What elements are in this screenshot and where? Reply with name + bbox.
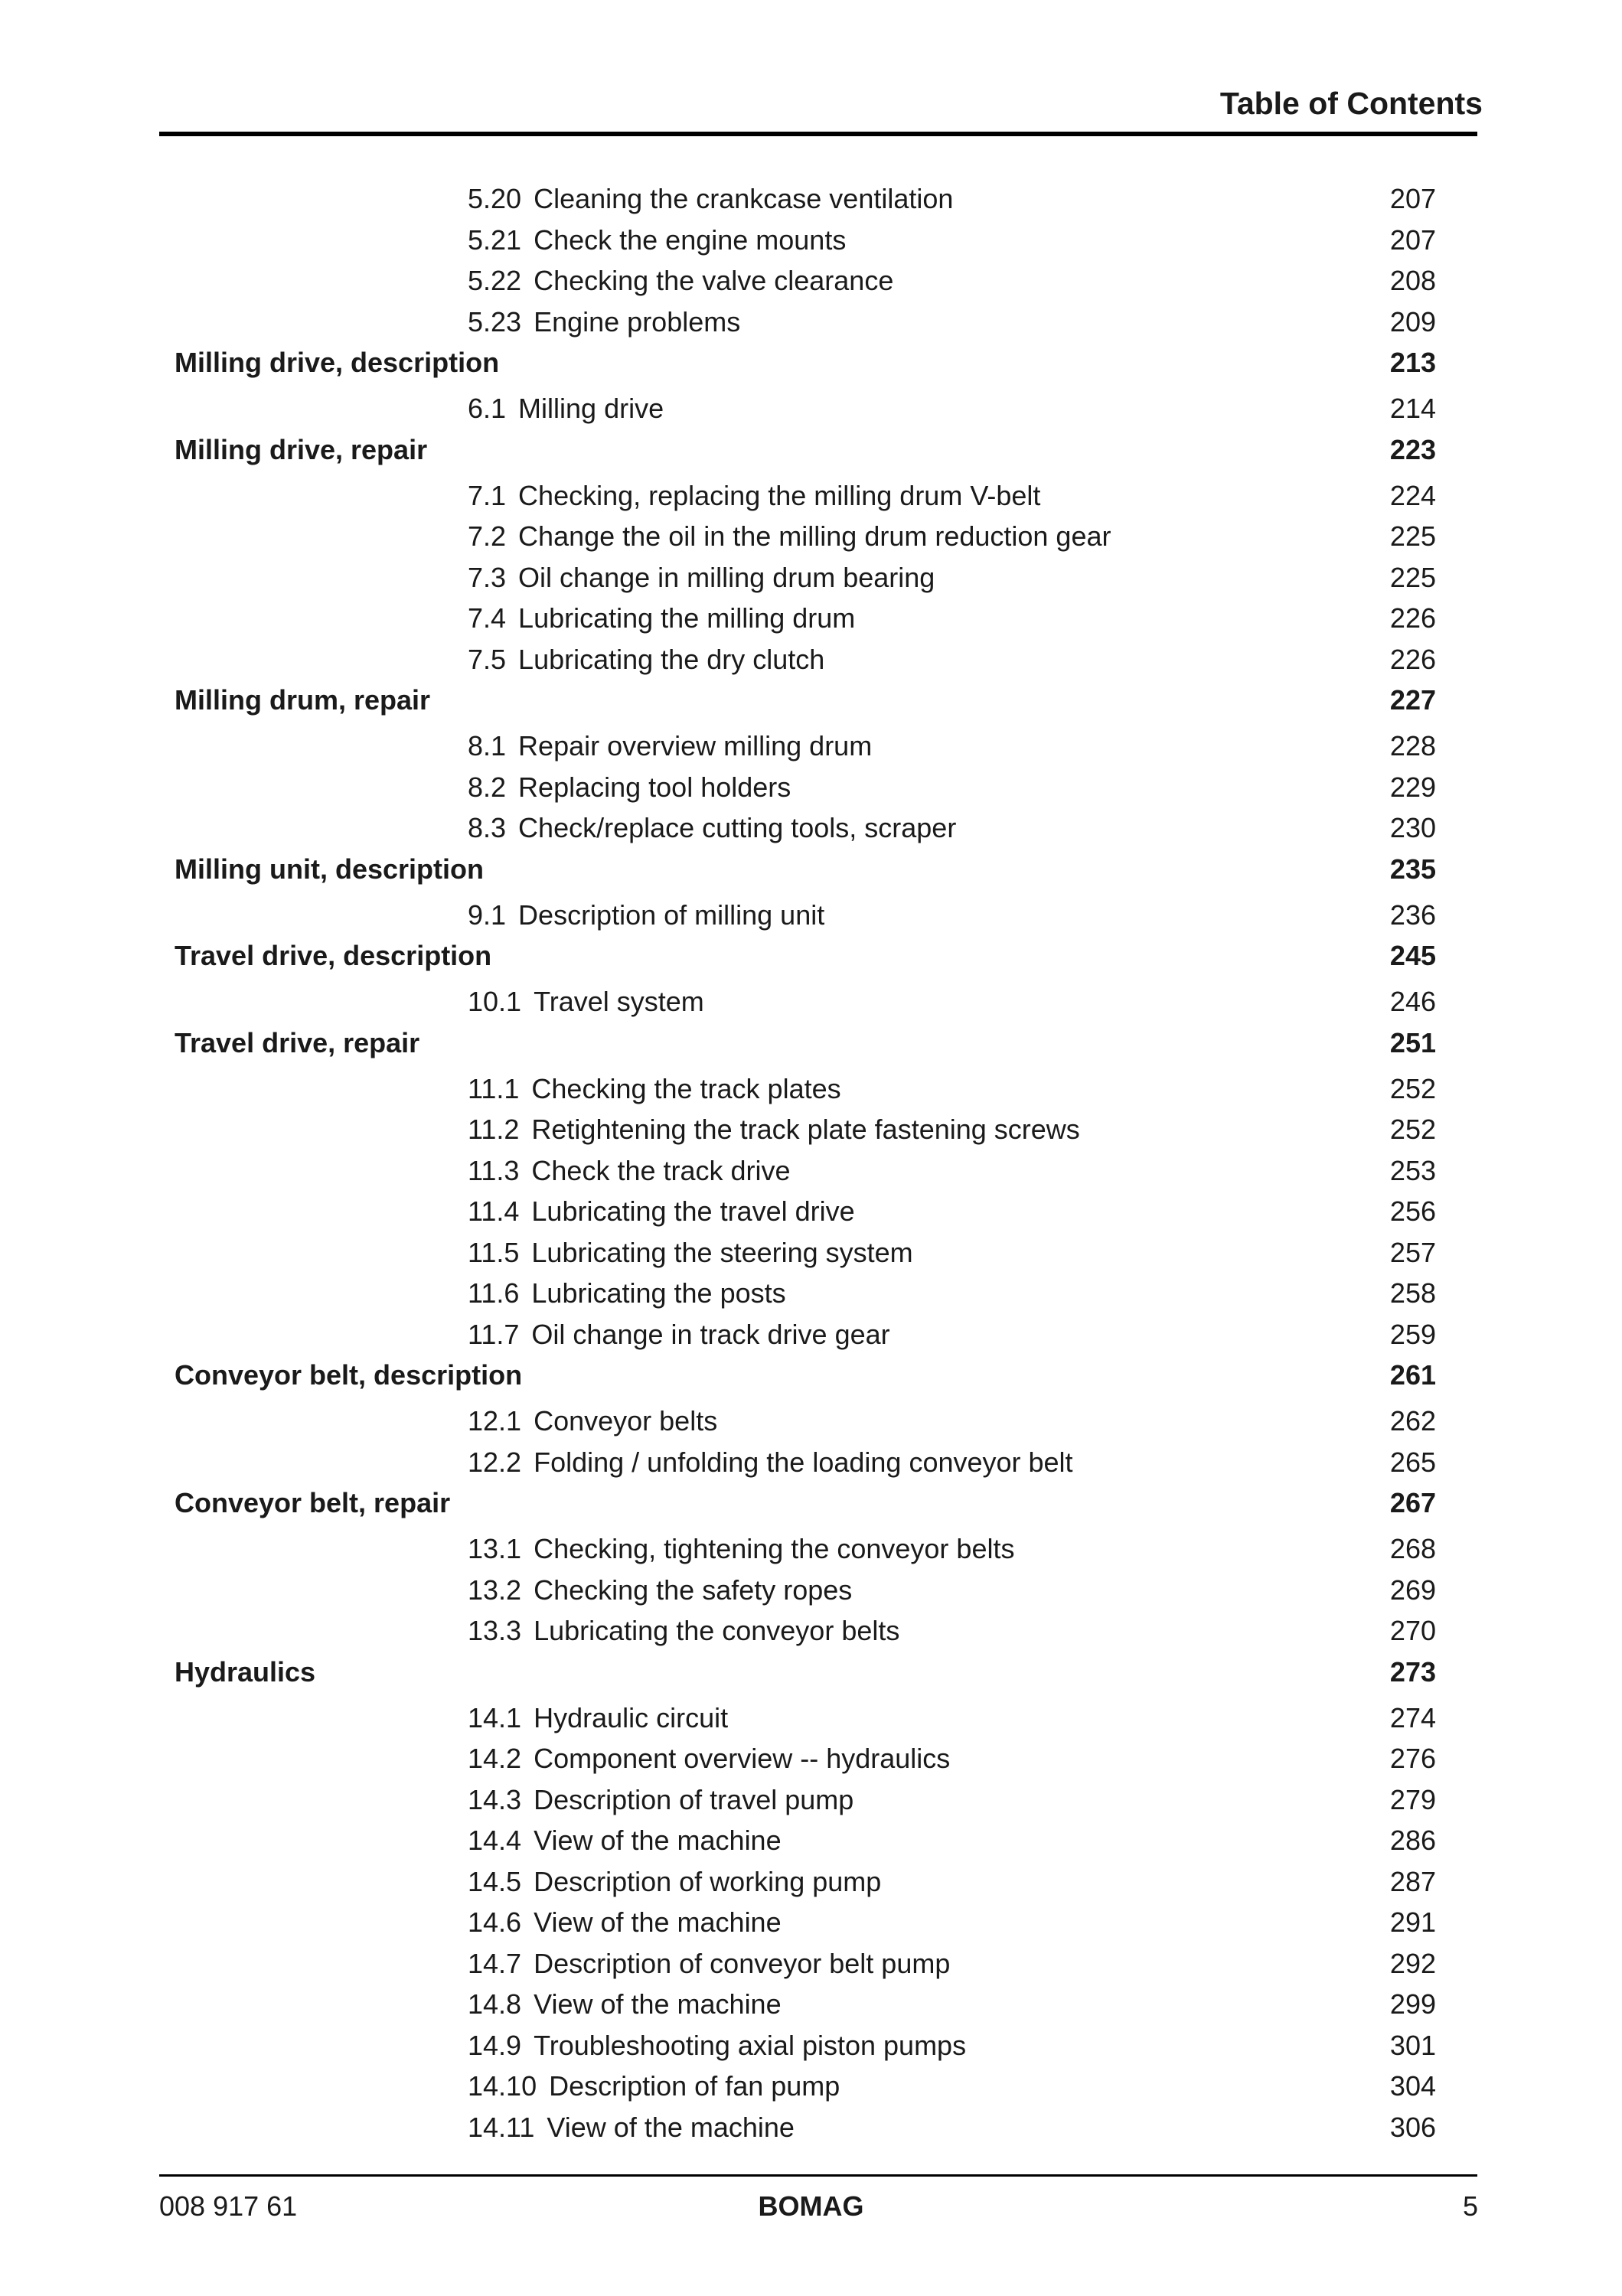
toc-entry-title: Checking the track plates [531, 1072, 841, 1104]
toc-entry-title: Description of conveyor belt pump [534, 1947, 951, 1979]
toc-entry-title: Cleaning the crankcase ventilation [534, 183, 954, 214]
toc-section-number: 5.22 [468, 265, 522, 296]
toc-entry-label [175, 853, 484, 885]
toc-entry-label [175, 1359, 522, 1391]
toc-entry-label [468, 1743, 950, 1775]
toc-entry-title: Lubricating the travel drive [531, 1195, 855, 1227]
toc-section-entry[interactable] [0, 1277, 1622, 1314]
toc-section-entry[interactable] [0, 1574, 1622, 1611]
toc-page-number: 274 [1389, 1701, 1436, 1733]
page-title: Table of Contents [1219, 86, 1483, 121]
toc-entry-title: Check the engine mounts [534, 223, 847, 256]
toc-entry-label [468, 2070, 840, 2102]
toc-entry-title: Component overview -- hydraulics [534, 1743, 951, 1774]
toc-section-entry[interactable] [0, 306, 1622, 343]
toc-section-number: 14.5 [468, 1865, 522, 1897]
toc-entry-title: View of the machine [534, 1988, 782, 2020]
toc-page-number: 267 [1389, 1487, 1436, 1518]
toc-section-number: 14.1 [468, 1701, 522, 1733]
toc-entry-title: Description of fan pump [549, 2070, 840, 2102]
toc-section-entry[interactable] [0, 1237, 1622, 1274]
toc-page-number: 270 [1389, 1615, 1436, 1646]
toc-entry-label [175, 347, 499, 379]
toc-section-number: 10.1 [468, 986, 522, 1017]
toc-section-entry[interactable] [0, 986, 1622, 1022]
toc-page-number: 214 [1389, 393, 1436, 424]
toc-entry-label [175, 1027, 419, 1059]
toc-section-number: 6.1 [468, 393, 507, 424]
toc-section-number: 11.1 [468, 1072, 520, 1104]
toc-section-entry[interactable] [0, 1825, 1622, 1861]
toc-section-number: 11.4 [468, 1195, 520, 1227]
toc-section-number: 7.5 [468, 643, 507, 675]
toc-page-number: 265 [1389, 1446, 1436, 1478]
toc-section-entry[interactable] [0, 183, 1622, 220]
toc-entry-label [468, 1073, 841, 1105]
toc-entry-label [468, 480, 1040, 512]
toc-section-number: 14.8 [468, 1988, 522, 2020]
toc-entry-label [468, 1784, 853, 1816]
toc-entry-title: Hydraulics [175, 1655, 316, 1688]
toc-entry-title: Milling drive [518, 393, 664, 424]
toc-section-number: 13.2 [468, 1574, 522, 1606]
toc-page-number: 291 [1389, 1906, 1436, 1938]
toc-entry-title: Milling unit, description [175, 853, 484, 885]
toc-entry-label [468, 1533, 1014, 1565]
toc-entry-label [468, 1237, 913, 1269]
toc-section-number: 12.2 [468, 1446, 522, 1478]
toc-section-entry[interactable] [0, 1195, 1622, 1232]
toc-page-number: 251 [1389, 1026, 1436, 1058]
toc-section-entry[interactable] [0, 899, 1622, 936]
toc-section-entry[interactable] [0, 1073, 1622, 1110]
toc-chapter-entry[interactable] [0, 1027, 1622, 1064]
toc-page-number: 292 [1389, 1947, 1436, 1979]
toc-section-number: 14.3 [468, 1783, 522, 1815]
toc-page-number: 245 [1389, 940, 1436, 971]
toc-entry-title: View of the machine [547, 2111, 795, 2143]
toc-entry-label [468, 1906, 782, 1939]
toc-section-number: 14.4 [468, 1825, 522, 1856]
toc-chapter-entry[interactable] [0, 684, 1622, 721]
toc-entry-title: Folding / unfolding the loading conveyor belt [534, 1446, 1073, 1478]
toc-section-number: 12.1 [468, 1405, 522, 1437]
toc-entry-title: Conveyor belt, repair [175, 1487, 451, 1518]
toc-section-entry[interactable] [0, 2030, 1622, 2066]
toc-page-number: 257 [1389, 1236, 1436, 1268]
toc-entry-label [468, 2030, 966, 2062]
toc-page-number: 301 [1389, 2029, 1436, 2061]
toc-entry-title: Checking the valve clearance [534, 265, 894, 296]
toc-page-number: 225 [1389, 520, 1436, 552]
toc-section-entry[interactable] [0, 224, 1622, 261]
toc-section-entry[interactable] [0, 2070, 1622, 2107]
toc-entry-title: Check/replace cutting tools, scraper [518, 812, 957, 843]
toc-entry-title: Milling drum, repair [175, 684, 431, 716]
toc-entry-label [468, 812, 956, 844]
toc-page-number: 287 [1389, 1865, 1436, 1897]
page-footer [0, 2177, 1622, 2232]
toc-section-number: 14.10 [468, 2070, 537, 2102]
toc-section-entry[interactable] [0, 730, 1622, 767]
toc-section-number: 8.2 [468, 771, 507, 803]
toc-entry-title: Lubricating the steering system [531, 1236, 913, 1268]
toc-section-number: 9.1 [468, 899, 507, 931]
toc-entry-title: Replacing tool holders [518, 771, 791, 803]
toc-entry-title: Lubricating the dry clutch [518, 643, 825, 675]
toc-section-number: 14.7 [468, 1947, 522, 1979]
toc-section-number: 14.9 [468, 2029, 522, 2061]
toc-section-entry[interactable] [0, 602, 1622, 639]
toc-entry-title: Change the oil in the milling drum reduction gear [518, 520, 1111, 552]
toc-section-number: 5.20 [468, 183, 522, 214]
toc-entry-title: Lubricating the posts [531, 1277, 786, 1309]
toc-entry-label [468, 1155, 791, 1187]
toc-entry-label [468, 986, 704, 1018]
toc-entry-label [468, 1574, 852, 1606]
brand-name: BOMAG [758, 2190, 864, 2222]
toc-section-entry[interactable] [0, 480, 1622, 517]
toc-chapter-entry[interactable] [0, 1359, 1622, 1396]
toc-page-number: 299 [1389, 1988, 1436, 2020]
toc-entry-title: Lubricating the milling drum [518, 602, 856, 634]
toc-entry-label [468, 1615, 899, 1647]
toc-section-number: 5.23 [468, 305, 522, 338]
toc-section-entry[interactable] [0, 1743, 1622, 1779]
toc-section-entry[interactable] [0, 812, 1622, 849]
toc-section-entry[interactable] [0, 644, 1622, 680]
toc-chapter-entry[interactable] [0, 853, 1622, 890]
toc-page-number: 235 [1389, 853, 1436, 885]
toc-section-entry[interactable] [0, 520, 1622, 557]
toc-section-number: 8.1 [468, 730, 507, 762]
toc-page-number: 207 [1389, 183, 1436, 214]
toc-entry-title: Lubricating the conveyor belts [534, 1615, 900, 1646]
toc-entry-label [468, 1319, 890, 1351]
toc-chapter-entry[interactable] [0, 1487, 1622, 1524]
toc-page-number: 286 [1389, 1825, 1436, 1856]
toc-section-number: 13.3 [468, 1615, 522, 1646]
toc-page-number: 213 [1389, 347, 1436, 378]
toc-section-entry[interactable] [0, 1866, 1622, 1903]
toc-entry-title: Description of travel pump [534, 1783, 854, 1815]
toc-page-number: 258 [1389, 1277, 1436, 1309]
toc-entry-label [468, 1866, 881, 1898]
toc-entry-label [468, 1405, 717, 1437]
toc-entry-title: Description of milling unit [518, 899, 825, 931]
document-number: 008 917 61 [159, 2190, 298, 2222]
toc-page-number: 227 [1389, 684, 1436, 716]
toc-section-entry[interactable] [0, 1702, 1622, 1739]
toc-entry-title: Repair overview milling drum [518, 730, 873, 762]
toc-entry-title: Milling drive, repair [175, 433, 428, 465]
toc-section-entry[interactable] [0, 1906, 1622, 1943]
toc-page-number: 304 [1389, 2070, 1436, 2102]
toc-chapter-entry[interactable] [0, 1656, 1622, 1693]
toc-section-number: 7.3 [468, 561, 507, 593]
toc-entry-label [468, 1195, 855, 1228]
toc-page-number: 230 [1389, 812, 1436, 843]
toc-page-number: 209 [1389, 305, 1436, 338]
toc-page-number: 252 [1389, 1072, 1436, 1104]
toc-section-number: 11.6 [468, 1277, 520, 1309]
toc-section-entry[interactable] [0, 265, 1622, 302]
toc-section-entry[interactable] [0, 1988, 1622, 2025]
toc-chapter-entry[interactable] [0, 347, 1622, 383]
toc-section-entry[interactable] [0, 393, 1622, 429]
toc-entry-title: Hydraulic circuit [534, 1701, 729, 1733]
toc-entry-label [175, 434, 427, 466]
toc-entry-label [175, 940, 491, 972]
toc-page-number: 273 [1389, 1655, 1436, 1688]
toc-entry-title: Checking, replacing the milling drum V-belt [518, 479, 1041, 511]
toc-entry-label [468, 562, 935, 594]
toc-page-number: 246 [1389, 986, 1436, 1017]
toc-entry-title: View of the machine [534, 1825, 782, 1856]
toc-page-number: 262 [1389, 1405, 1436, 1437]
toc-entry-label [468, 520, 1111, 553]
toc-section-entry[interactable] [0, 2112, 1622, 2148]
toc-entry-title: Engine problems [534, 305, 741, 338]
toc-entry-label [468, 265, 893, 297]
toc-entry-title: Travel drive, description [175, 940, 492, 971]
toc-entry-label [468, 306, 740, 338]
toc-page-number: 207 [1389, 223, 1436, 256]
toc-entry-title: Conveyor belts [534, 1405, 718, 1437]
toc-entry-title: Troubleshooting axial piston pumps [534, 2029, 967, 2061]
toc-section-number: 14.2 [468, 1743, 522, 1774]
toc-section-entry[interactable] [0, 1114, 1622, 1150]
toc-entry-label [175, 684, 430, 716]
toc-entry-label [468, 1277, 786, 1309]
toc-entry-label [468, 224, 846, 256]
toc-page-number: 252 [1389, 1114, 1436, 1145]
toc-page-number: 224 [1389, 479, 1436, 511]
toc-entry-title: Oil change in track drive gear [531, 1318, 890, 1350]
toc-section-number: 7.4 [468, 602, 507, 634]
toc-section-number: 8.3 [468, 812, 507, 843]
toc-section-entry[interactable] [0, 1155, 1622, 1192]
toc-section-entry[interactable] [0, 1533, 1622, 1570]
toc-page-number: 259 [1389, 1318, 1436, 1350]
toc-page-number: 236 [1389, 899, 1436, 931]
toc-page-number: 223 [1389, 433, 1436, 465]
toc-entry-label [175, 1656, 315, 1688]
toc-entry-label [468, 644, 824, 676]
toc-entry-label [468, 1825, 782, 1857]
toc-entry-title: Milling drive, description [175, 347, 500, 378]
toc-page-number: 279 [1389, 1783, 1436, 1815]
toc-section-number: 11.3 [468, 1154, 520, 1186]
toc-section-entry[interactable] [0, 1446, 1622, 1483]
toc-entry-label [468, 183, 953, 215]
toc-section-number: 14.6 [468, 1906, 522, 1938]
toc-entry-label [468, 2112, 795, 2144]
toc-entry-label [468, 899, 824, 931]
toc-section-number: 7.1 [468, 479, 507, 511]
toc-chapter-entry[interactable] [0, 434, 1622, 471]
toc-section-entry[interactable] [0, 1319, 1622, 1355]
toc-section-number: 11.2 [468, 1114, 520, 1145]
toc-section-number: 13.1 [468, 1533, 522, 1564]
toc-section-number: 11.5 [468, 1236, 520, 1268]
toc-entry-title: Checking the safety ropes [534, 1574, 853, 1606]
toc-entry-title: Retightening the track plate fastening screws [531, 1114, 1080, 1145]
toc-section-entry[interactable] [0, 1948, 1622, 1985]
toc-entry-label [468, 1114, 1080, 1146]
toc-entry-label [468, 1446, 1073, 1479]
toc-entry-title: Description of working pump [534, 1865, 882, 1897]
toc-page-number: 268 [1389, 1533, 1436, 1564]
toc-section-number: 7.2 [468, 520, 507, 552]
toc-section-entry[interactable] [0, 1784, 1622, 1821]
toc-page-number: 306 [1389, 2111, 1436, 2143]
toc-entry-title: Travel drive, repair [175, 1026, 420, 1058]
page-number: 5 [1462, 2190, 1478, 2222]
toc-page-number: 261 [1389, 1359, 1436, 1391]
toc-section-entry[interactable] [0, 771, 1622, 808]
toc-section-entry[interactable] [0, 562, 1622, 598]
toc-entry-label [468, 1948, 950, 1980]
toc-entry-label [175, 1487, 450, 1519]
toc-page-number: 276 [1389, 1743, 1436, 1774]
toc-page-number: 228 [1389, 730, 1436, 762]
toc-entry-label [468, 393, 664, 425]
toc-page-number: 253 [1389, 1154, 1436, 1186]
toc-page-number: 269 [1389, 1574, 1436, 1606]
toc-section-entry[interactable] [0, 1615, 1622, 1652]
toc-entry-label [468, 602, 855, 634]
toc-entry-title: Oil change in milling drum bearing [518, 561, 935, 593]
toc-entry-title: Check the track drive [531, 1154, 791, 1186]
toc-page-number: 225 [1389, 561, 1436, 593]
toc-page-number: 256 [1389, 1195, 1436, 1227]
toc-entry-title: Conveyor belt, description [175, 1359, 523, 1391]
toc-entry-label [468, 771, 791, 804]
toc-entry-label [468, 1988, 782, 2020]
toc-entry-title: View of the machine [534, 1906, 782, 1938]
toc-section-number: 5.21 [468, 223, 522, 256]
toc-entry-title: Checking, tightening the conveyor belts [534, 1533, 1015, 1564]
toc-page-number: 226 [1389, 643, 1436, 675]
toc-page-number: 208 [1389, 265, 1436, 296]
toc-page-number: 229 [1389, 771, 1436, 803]
toc-section-number: 14.11 [468, 2111, 535, 2143]
toc-entry-label [468, 1702, 728, 1734]
toc-section-number: 11.7 [468, 1318, 520, 1350]
toc-section-entry[interactable] [0, 1405, 1622, 1442]
toc-entry-label [468, 730, 872, 762]
toc-chapter-entry[interactable] [0, 940, 1622, 977]
toc-page-number: 226 [1389, 602, 1436, 634]
toc-entry-title: Travel system [534, 986, 704, 1017]
